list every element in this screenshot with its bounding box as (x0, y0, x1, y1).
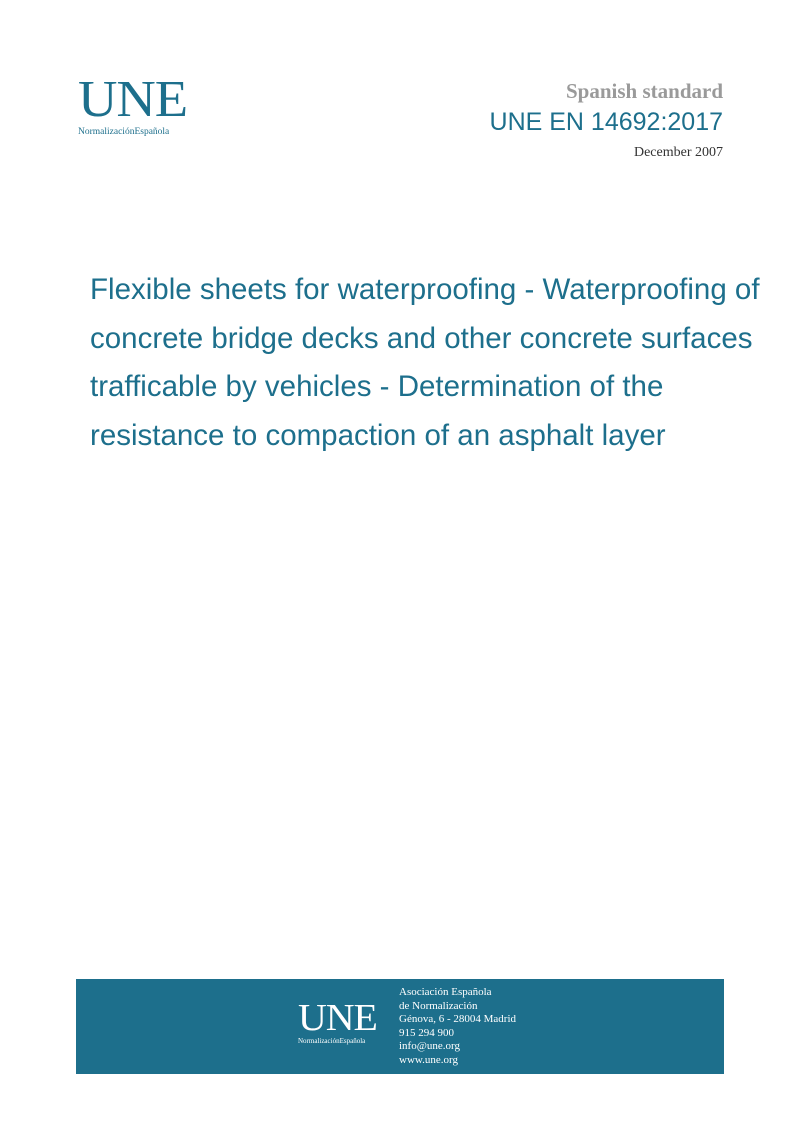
org-name-line2: de Normalización (399, 999, 478, 1012)
org-address: Génova, 6 - 28004 Madrid (399, 1013, 517, 1026)
standard-kind: Spanish standard (566, 79, 723, 103)
footer-band (76, 979, 724, 1074)
standard-code: UNE EN 14692:2017 (489, 108, 723, 136)
footer-logo-mark: UNE (298, 997, 377, 1039)
footer-tagline-part2: Española (339, 1037, 366, 1045)
org-name-line1: Asociación Española (399, 986, 492, 998)
footer-une-logo (298, 997, 388, 1046)
une-logo (78, 71, 198, 138)
org-email: info@une.org (399, 1040, 460, 1053)
footer-contact (399, 986, 516, 1068)
org-phone: 915 294 900 (399, 1026, 454, 1039)
logo-tagline-part2: Española (134, 127, 170, 137)
standard-header (490, 78, 723, 162)
document-title: Flexible sheets for waterproofing - Waterproofing of concrete bridge decks and other concrete surfaces trafficable by vehicles - Determination of the resistance to compaction of an asphalt layer (90, 273, 760, 452)
standard-date: December 2007 (633, 145, 723, 160)
footer-tagline-part1: Normalización (298, 1037, 340, 1045)
logo-tagline-part1: Normalización (78, 127, 135, 137)
org-website: www.une.org (399, 1053, 458, 1066)
une-logo-mark: UNE (78, 71, 188, 128)
